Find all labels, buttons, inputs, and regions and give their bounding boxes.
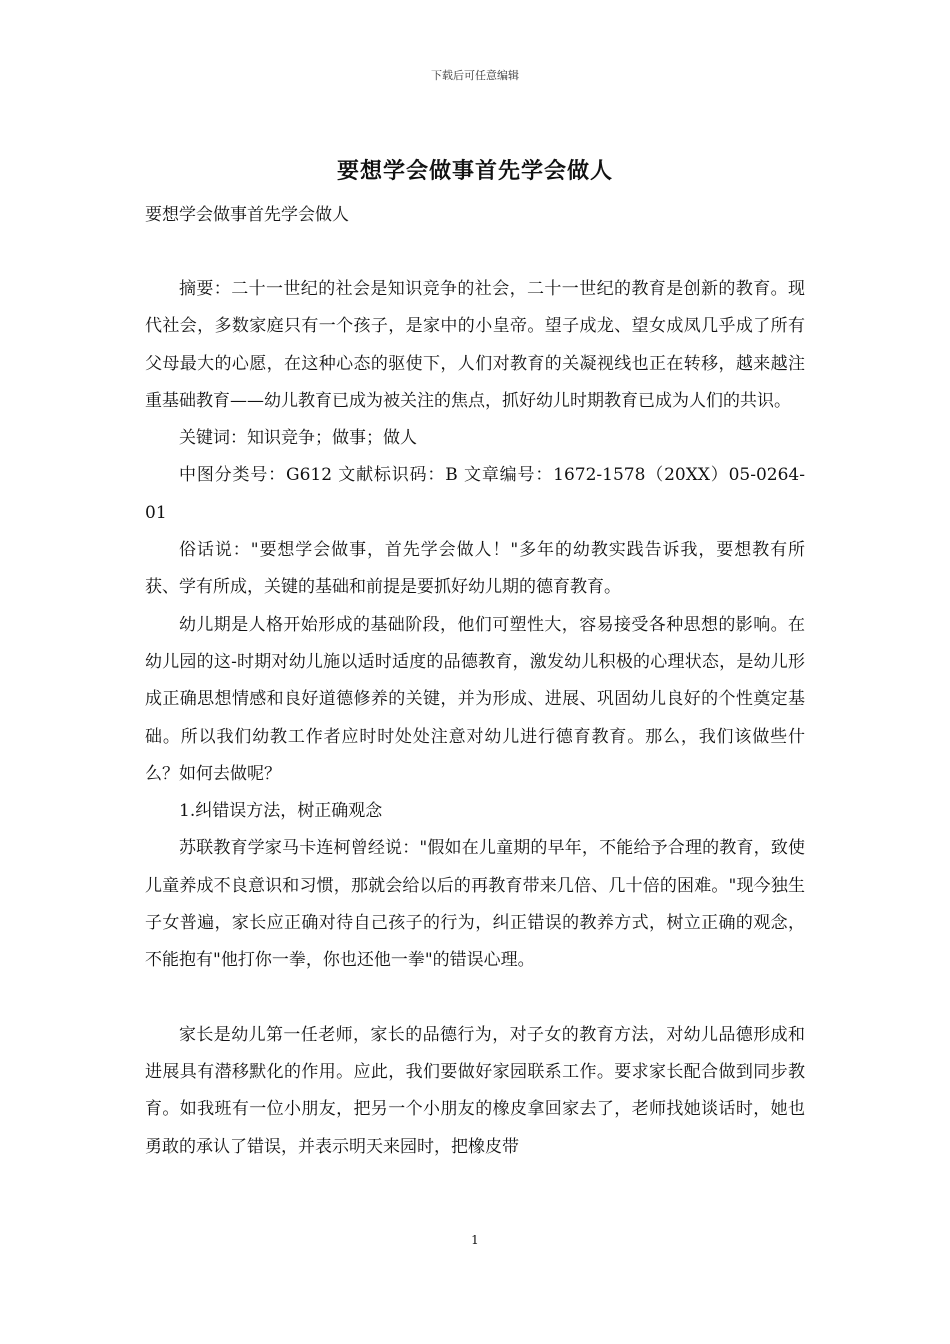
page-header: 下载后可任意编辑 [431, 69, 519, 82]
body-paragraph: 幼儿期是人格开始形成的基础阶段，他们可塑性大，容易接受各种思想的影响。在幼儿园的这-时期对幼儿施以适时适度的品德教育，激发幼儿积极的心理状态，是幼儿形成正确思想情感和良好道德修养的关键，并为形成、进展、巩固幼儿良好的个性奠定基础。所以我们幼教工作者应时时处处注意对幼儿进行德育教育。那么，我们该做些什么？如何去做呢？ [145, 614, 805, 784]
keywords-line: 关键词：知识竞争；做事；做人 [179, 428, 417, 449]
body-paragraph: 苏联教育学家马卡连柯曾经说："假如在儿童期的早年，不能给予合理的教育，致使儿童养成不良意识和习惯，那就会给以后的再教育带来几倍、几十倍的困难。"现今独生子女普遍，家长应正确对待自己孩子的行为，纠正错误的教养方式，树立正确的观念，不能抱有"他打你一拳，你也还他一拳"的错误心理。 [145, 838, 805, 971]
page-number: 1 [471, 1233, 479, 1247]
document-title: 要想学会做事首先学会做人 [336, 158, 613, 184]
body-paragraph: 俗话说："要想学会做事，首先学会做人！"多年的幼教实践告诉我，要想教有所获、学有所成，关键的基础和前提是要抓好幼儿期的德育教育。 [145, 540, 805, 598]
section-heading: 1.纠错误方法，树正确观念 [179, 801, 383, 822]
document-subtitle: 要想学会做事首先学会做人 [145, 205, 349, 225]
document-body [145, 271, 805, 1166]
classification-line: 中图分类号：G612 文献标识码：B 文章编号：1672-1578（20XX）05-0264-01 [145, 465, 805, 523]
body-paragraph: 家长是幼儿第一任老师，家长的品德行为，对子女的教育方法，对幼儿品德形成和进展具有潜移默化的作用。应此，我们要做好家园联系工作。要求家长配合做到同步教育。如我班有一位小朋友，把另一个小朋友的橡皮拿回家去了，老师找她谈话时，她也勇敢的承认了错误，并表示明天来园时，把橡皮带 [145, 1024, 805, 1157]
abstract-paragraph: 摘要：二十一世纪的社会是知识竞争的社会，二十一世纪的教育是创新的教育。现代社会，多数家庭只有一个孩子，是家中的小皇帝。望子成龙、望女成凤几乎成了所有父母最大的心愿，在这种心态的驱使下，人们对教育的关凝视线也正在转移，越来越注重基础教育——幼儿教育已成为被关注的焦点，抓好幼儿时期教育已成为人们的共识。 [145, 279, 805, 411]
